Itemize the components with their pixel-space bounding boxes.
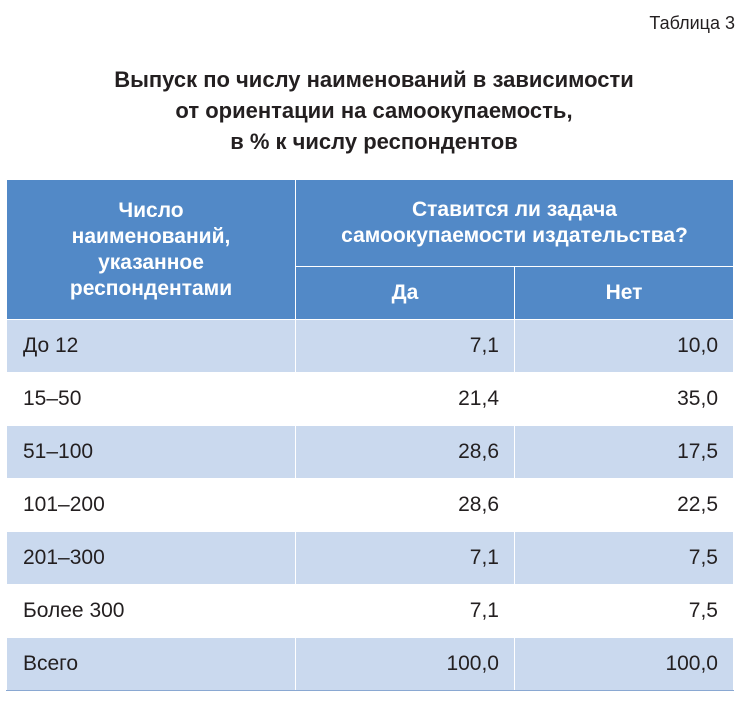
table-row-total <box>7 638 734 691</box>
row-no-value: 22,5 <box>515 479 734 532</box>
row-category: До 12 <box>7 320 296 373</box>
row-yes-value: 21,4 <box>296 373 515 426</box>
row-category: 101–200 <box>7 479 296 532</box>
header-group <box>296 180 734 267</box>
header-category-line-3: указанное <box>98 250 204 274</box>
table-row <box>7 532 734 585</box>
row-no-value: 7,5 <box>515 532 734 585</box>
table-row <box>7 426 734 479</box>
header-no: Нет <box>515 267 734 320</box>
row-yes-value: 7,1 <box>296 585 515 638</box>
row-yes-value: 7,1 <box>296 320 515 373</box>
row-yes-value: 100,0 <box>296 638 515 691</box>
title-line-2: от ориентации на самоокупаемость, <box>175 98 573 123</box>
header-yes: Да <box>296 267 515 320</box>
table-row <box>7 585 734 638</box>
row-no-value: 100,0 <box>515 638 734 691</box>
row-category: Всего <box>7 638 296 691</box>
header-group-line-2: самоокупаемости издательства? <box>341 224 688 247</box>
row-category: 51–100 <box>7 426 296 479</box>
row-yes-value: 28,6 <box>296 426 515 479</box>
data-table <box>6 179 734 691</box>
title-line-1: Выпуск по числу наименований в зависимости <box>114 67 634 92</box>
table-row <box>7 320 734 373</box>
row-no-value: 35,0 <box>515 373 734 426</box>
table-row <box>7 479 734 532</box>
header-category <box>7 180 296 320</box>
row-no-value: 17,5 <box>515 426 734 479</box>
table-title <box>0 64 748 157</box>
row-category: 201–300 <box>7 532 296 585</box>
header-category-line-4: респондентами <box>69 276 233 300</box>
title-line-3: в % к числу респондентов <box>230 129 518 154</box>
row-category: 15–50 <box>7 373 296 426</box>
table-row <box>7 373 734 426</box>
row-no-value: 10,0 <box>515 320 734 373</box>
header-category-line-2: наименований, <box>71 224 231 248</box>
row-yes-value: 7,1 <box>296 532 515 585</box>
header-category-line-1: Число <box>118 198 184 222</box>
row-no-value: 7,5 <box>515 585 734 638</box>
table-number-label: Таблица 3 <box>649 13 735 33</box>
row-yes-value: 28,6 <box>296 479 515 532</box>
row-category: Более 300 <box>7 585 296 638</box>
header-group-line-1: Ставится ли задача <box>411 198 617 221</box>
